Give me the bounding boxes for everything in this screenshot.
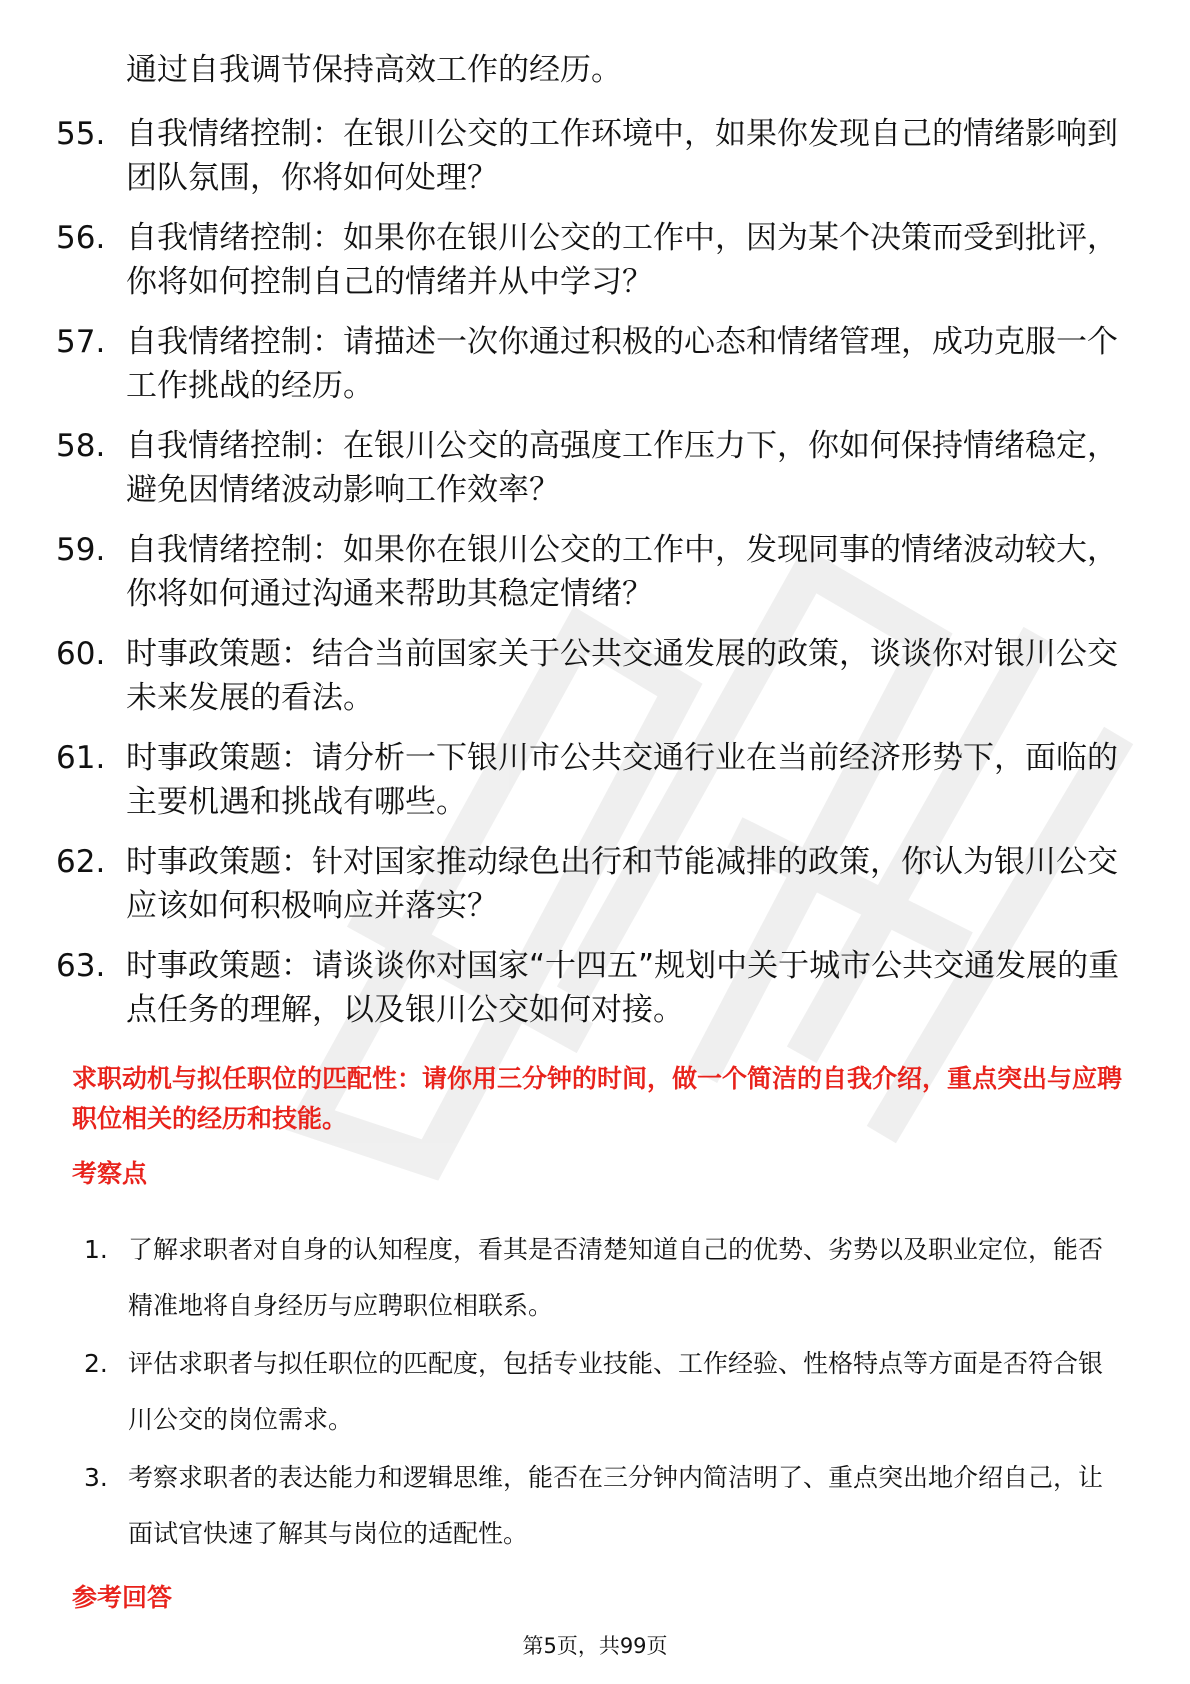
list-item [56, 320, 1136, 408]
item-text: 自我情绪控制：在银川公交的工作环境中，如果你发现自己的情绪影响到团队氛围，你将如何处理？ [126, 116, 1118, 196]
item-number: 2. [84, 1349, 108, 1378]
reference-answer-title: 参考回答 [72, 1583, 173, 1612]
item-text: 评估求职者与拟任职位的匹配度，包括专业技能、工作经验、性格特点等方面是否符合银川公交的岗位需求。 [128, 1349, 1104, 1434]
page-footer: 第5页，共99页 [522, 1634, 668, 1658]
list-item [84, 1222, 1124, 1334]
list-item [56, 632, 1136, 720]
item-text: 时事政策题：针对国家推动绿色出行和节能减排的政策，你认为银川公交应该如何积极响应并落实？ [126, 844, 1118, 924]
item-text: 自我情绪控制：如果你在银川公交的工作中，发现同事的情绪波动较大，你将如何通过沟通来帮助其稳定情绪？ [126, 532, 1118, 612]
item-number: 63. [56, 948, 106, 984]
question-list [56, 112, 1136, 1048]
item-text: 了解求职者对自身的认知程度，看其是否清楚知道自己的优势、劣势以及职业定位，能否精准地将自身经历与应聘职位相联系。 [128, 1235, 1104, 1320]
list-item [56, 112, 1136, 200]
item-number: 59. [56, 532, 106, 568]
item-text: 时事政策题：请谈谈你对国家“十四五”规划中关于城市公共交通发展的重点任务的理解，以及银川公交如何对接。 [126, 948, 1120, 1028]
item-text: 时事政策题：结合当前国家关于公共交通发展的政策，谈谈你对银川公交未来发展的看法。 [126, 636, 1118, 716]
list-item [84, 1450, 1124, 1562]
item-text: 考察求职者的表达能力和逻辑思维，能否在三分钟内简洁明了、重点突出地介绍自己，让面试官快速了解其与岗位的适配性。 [128, 1463, 1104, 1548]
list-item [56, 216, 1136, 304]
featured-question-heading: 求职动机与拟任职位的匹配性：请你用三分钟的时间，做一个简洁的自我介绍，重点突出与应聘职位相关的经历和技能。 [72, 1064, 1123, 1133]
item-text: 自我情绪控制：在银川公交的高强度工作压力下，你如何保持情绪稳定，避免因情绪波动影响工作效率？ [126, 428, 1118, 508]
item-number: 57. [56, 324, 106, 360]
list-item [56, 736, 1136, 824]
item-number: 55. [56, 116, 106, 152]
item-number: 1. [84, 1235, 108, 1264]
item-text: 自我情绪控制：请描述一次你通过积极的心态和情绪管理，成功克服一个工作挑战的经历。 [126, 324, 1118, 404]
list-item [56, 424, 1136, 512]
item-number: 61. [56, 740, 106, 776]
item-number: 62. [56, 844, 106, 880]
assessment-title: 考察点 [72, 1159, 148, 1188]
item-text: 时事政策题：请分析一下银川市公共交通行业在当前经济形势下，面临的主要机遇和挑战有哪些。 [126, 740, 1118, 820]
item-number: 56. [56, 220, 106, 256]
item-text: 自我情绪控制：如果你在银川公交的工作中，因为某个决策而受到批评，你将如何控制自己的情绪并从中学习？ [126, 220, 1118, 300]
list-item [84, 1336, 1124, 1448]
list-item [56, 528, 1136, 616]
item-number: 60. [56, 636, 106, 672]
list-item [56, 840, 1136, 928]
item-number: 3. [84, 1463, 108, 1492]
continuation-line: 通过自我调节保持高效工作的经历。 [126, 52, 622, 88]
list-item [56, 944, 1136, 1032]
assessment-points [84, 1222, 1124, 1564]
item-number: 58. [56, 428, 106, 464]
